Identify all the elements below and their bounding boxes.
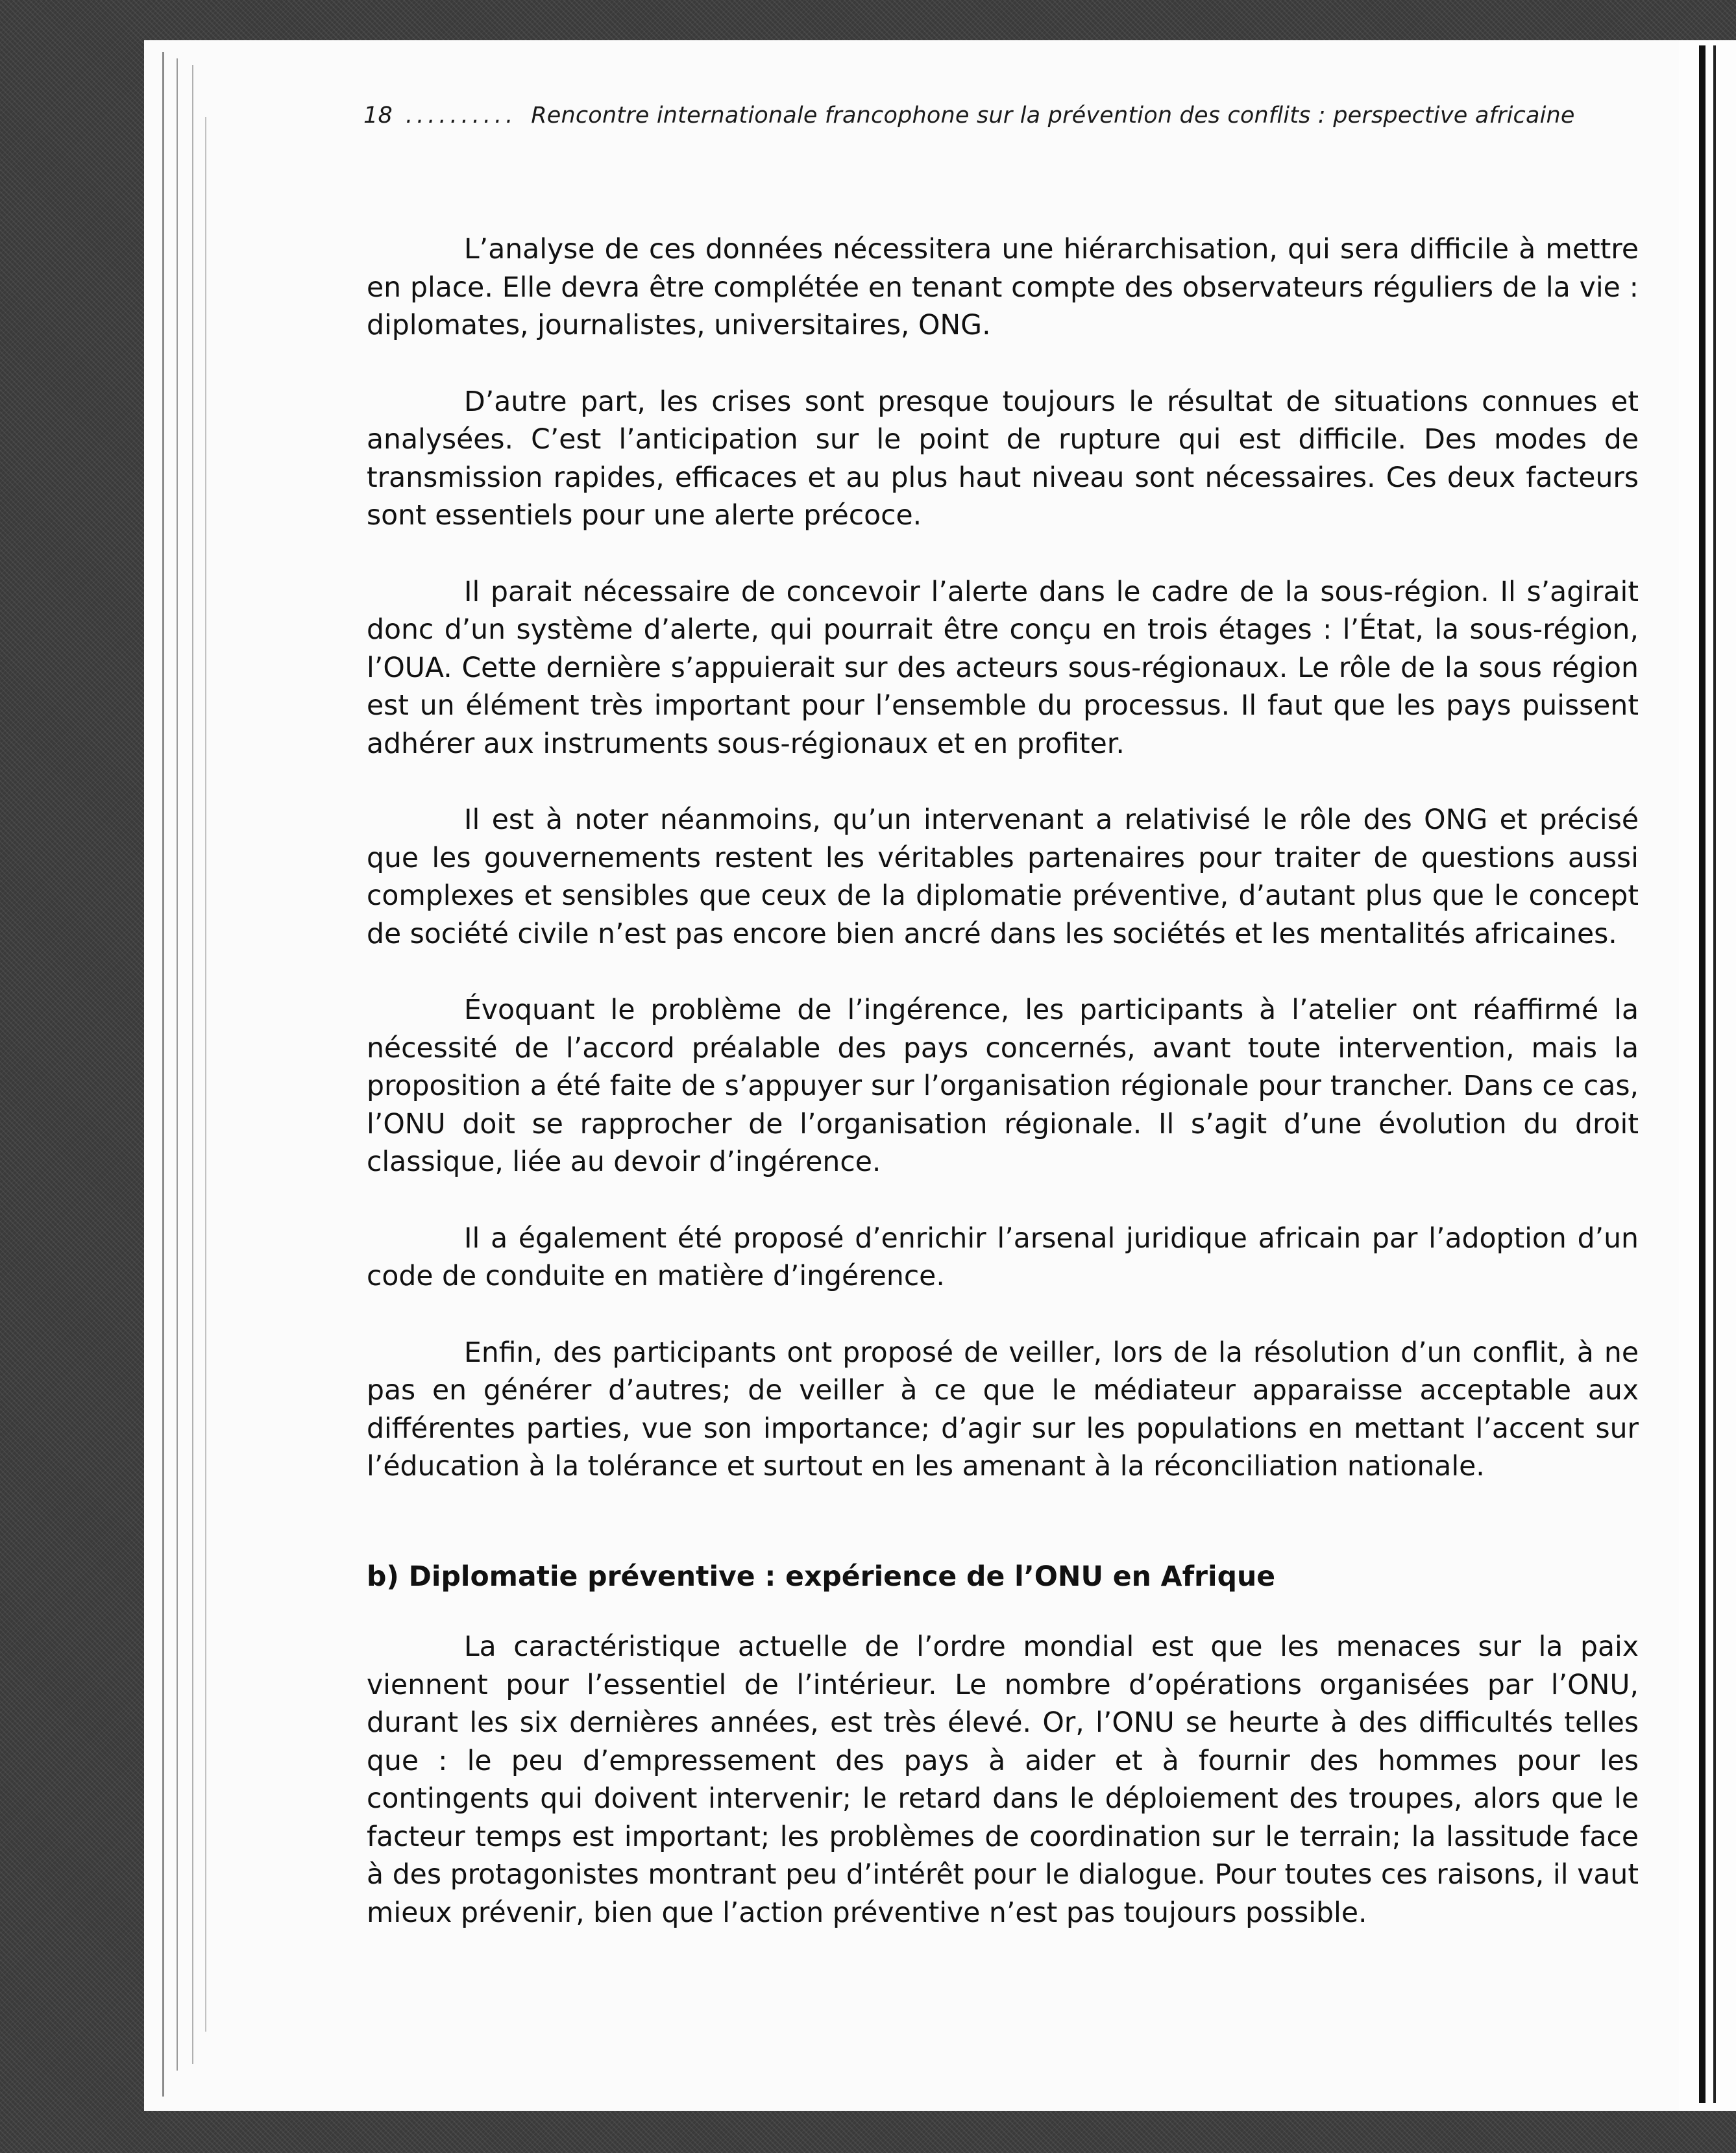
page-right-edge [1679, 40, 1736, 2111]
running-header [363, 103, 1661, 129]
paragraph: D’autre part, les crises sont presque toujours le résultat de situations connues et analysées. C’est l’anticipation sur le point de rupture qui est difficile. Des modes de transmission rapides, efficaces et au plus haut niveau sont nécessaires. Ces deux facteurs sont essentiels pour une alerte précoce. [367, 386, 1639, 532]
paragraph: Il parait nécessaire de concevoir l’alerte dans le cadre de la sous-région. Il s’agirait donc d’un système d’alerte, qui pourrait être conçu en trois étages : l’État, la sous-région, l’OUA. Cette dernière s’appuierait sur des acteurs sous-régionaux. Le rôle de la sous région est un élément très important pour l’ensemble du processus. Il faut que les pays puissent adhérer aux instruments sous-régionaux et en profiter. [367, 576, 1639, 760]
paragraph: Il est à noter néanmoins, qu’un intervenant a relativisé le rôle des ONG et précisé que les gouvernements restent les véritables partenaires pour traiter de questions aussi complexes et sensibles que ceux de la diplomatie préventive, d’autant plus que le concept de société civile n’est pas encore bien ancré dans les sociétés et les mentalités africaines. [367, 804, 1639, 950]
header-leader-dots: .......... [405, 103, 517, 129]
paragraph: La caractéristique actuelle de l’ordre mondial est que les menaces sur la paix viennent pour l’essentiel de l’intérieur. Le nombre d’opérations organisées par l’ONU, durant les six dernières années, est très élevé. Or, l’ONU se heurte à des difficultés telles que : le peu d’empressement des pays à aider et à fournir des hommes pour les contingents qui doivent intervenir; le retard dans le déploiement des troupes, alors que le facteur temps est important; les problèmes de coordination sur le terrain; la lassitude face à des protagonistes montrant peu d’intérêt pour le dialogue. Pour toutes ces raisons, il vaut mieux prévenir, bien que l’action préventive n’est pas toujours possible. [367, 1631, 1639, 1929]
gutter-line [205, 117, 206, 2032]
body-text [367, 231, 1639, 1971]
paragraph: Évoquant le problème de l’ingérence, les participants à l’atelier ont réaffirmé la nécessité de l’accord préalable des pays concernés, avant toute intervention, mais la proposition a été faite de s’appuyer sur l’organisation régionale pour trancher. Dans ce cas, l’ONU doit se rapprocher de l’organisation régionale. Il s’agit d’une évolution du droit classique, liée au devoir d’ingérence. [367, 994, 1639, 1178]
gutter-line [177, 58, 178, 2071]
paragraph: L’analyse de ces données nécessitera une hiérarchisation, qui sera difficile à mettre en place. Elle devra être complétée en tenant compte des observateurs réguliers de la vie : diplomates, journalistes, universitaires, ONG. [367, 234, 1639, 341]
page-number: 18 [363, 103, 393, 129]
binding-shadow-thin [1713, 45, 1716, 2103]
gutter-line [162, 52, 164, 2097]
running-title: Rencontre internationale francophone sur la prévention des conflits : perspective africaine [531, 103, 1575, 129]
section-heading: b) Diplomatie préventive : expérience de l’ONU en Afrique [367, 1560, 1276, 1593]
paragraph: Il a également été proposé d’enrichir l’arsenal juridique africain par l’adoption d’un code de conduite en matière d’ingérence. [367, 1222, 1639, 1292]
paragraph: Enfin, des participants ont proposé de veiller, lors de la résolution d’un conflit, à ne pas en générer d’autres; de veiller à ce que le médiateur apparaisse acceptable aux différentes parties, vue son importance; d’agir sur les populations en mettant l’accent sur l’éducation à la tolérance et surtout en les amenant à la réconciliation nationale. [367, 1336, 1639, 1482]
gutter-line [192, 65, 193, 2064]
binding-shadow [1699, 45, 1705, 2103]
